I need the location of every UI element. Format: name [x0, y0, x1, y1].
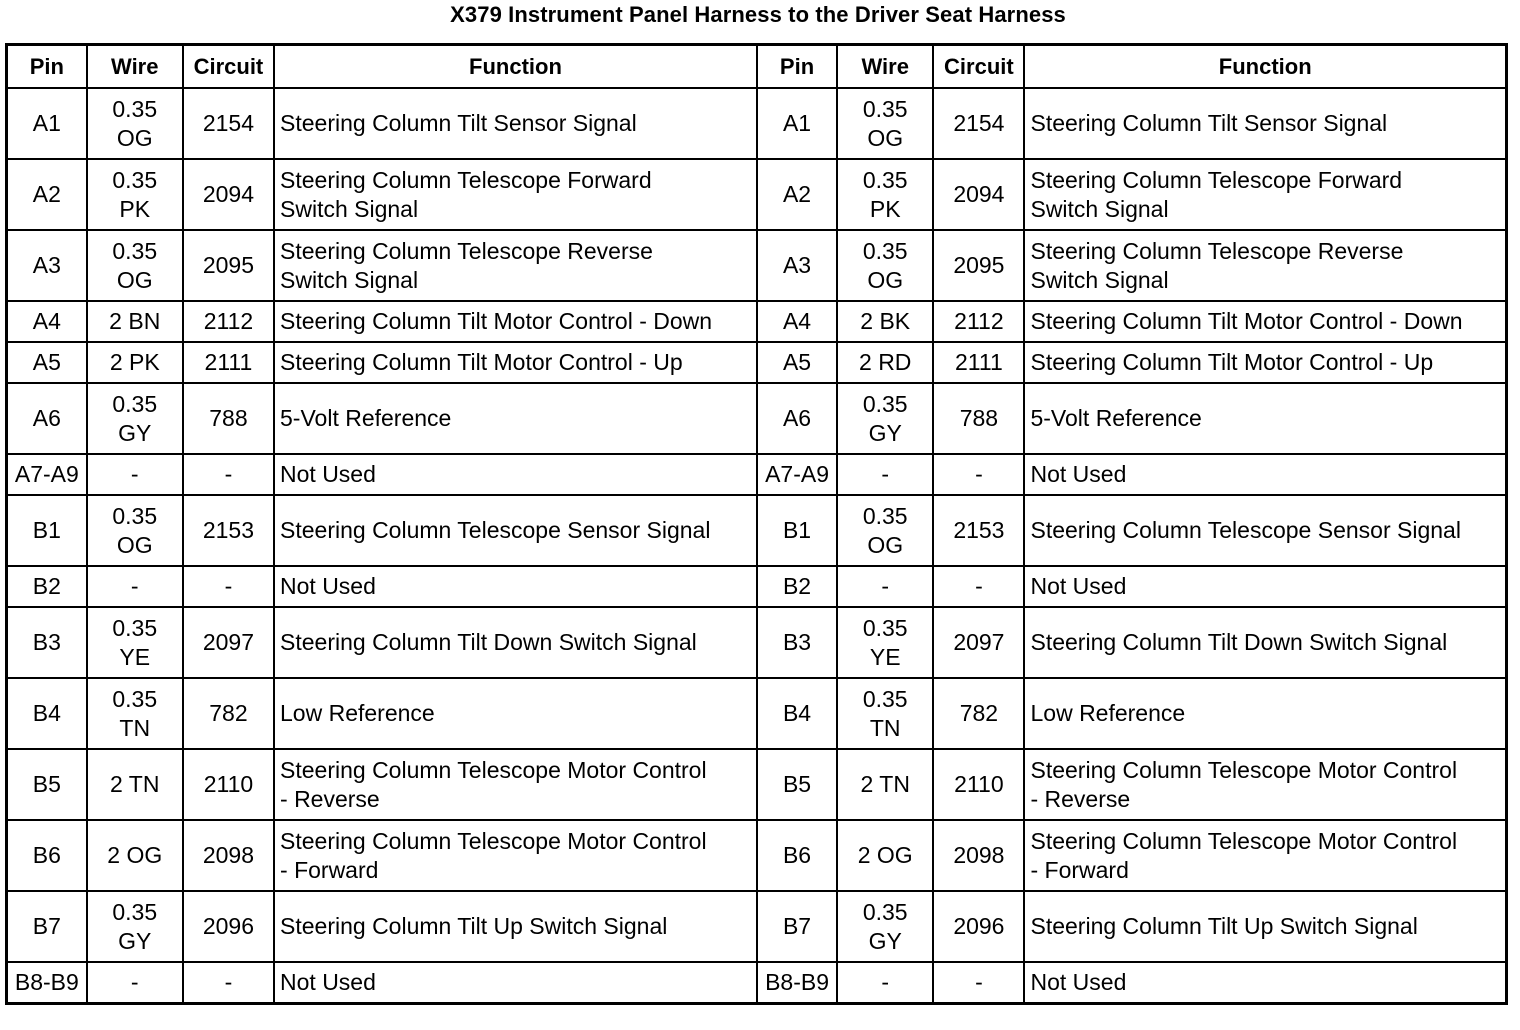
function-line: Steering Column Tilt Up Switch Signal [280, 913, 668, 939]
circuit-cell: 2110 [183, 749, 274, 820]
wire-cell [837, 342, 933, 383]
circuit-cell: - [933, 454, 1024, 495]
table-row [7, 891, 1507, 962]
circuit-cell: 2153 [933, 495, 1024, 566]
table-row [7, 566, 1507, 607]
function-cell [274, 962, 757, 1004]
column-header-circuit: Circuit [933, 45, 1024, 89]
wire-cell [87, 88, 183, 159]
function-line: Steering Column Tilt Down Switch Signal [1030, 629, 1448, 655]
wire-line: - [881, 969, 890, 995]
wire-cell [87, 495, 183, 566]
function-cell [1024, 454, 1506, 495]
wire-line: 0.35 [862, 685, 908, 712]
pin-cell: B2 [757, 566, 837, 607]
circuit-cell: 2095 [183, 230, 274, 301]
wire-line: 0.35 [862, 898, 908, 925]
wire-line: OG [116, 124, 153, 151]
pin-cell: B7 [7, 891, 87, 962]
function-line: Switch Signal [1030, 266, 1169, 293]
wire-cell [87, 383, 183, 454]
function-line: Low Reference [1030, 700, 1186, 726]
wire-cell [87, 342, 183, 383]
table-row [7, 301, 1507, 342]
wire-line: 0.35 [112, 614, 158, 641]
wire-cell [837, 495, 933, 566]
wire-cell [837, 301, 933, 342]
circuit-cell: 2111 [933, 342, 1024, 383]
pin-cell: B8-B9 [757, 962, 837, 1004]
function-cell [1024, 88, 1506, 159]
function-line: Switch Signal [280, 266, 419, 293]
table-row [7, 383, 1507, 454]
table-row [7, 749, 1507, 820]
wire-line: PK [119, 195, 151, 222]
function-line: Not Used [1030, 461, 1127, 487]
function-line: Steering Column Telescope Motor Control [280, 756, 707, 783]
wire-cell [837, 820, 933, 891]
circuit-cell: - [183, 454, 274, 495]
table-row [7, 159, 1507, 230]
function-line: Not Used [280, 461, 376, 487]
wire-cell [837, 891, 933, 962]
header-row [7, 45, 1507, 89]
wire-cell [837, 962, 933, 1004]
pin-cell: A5 [7, 342, 87, 383]
circuit-cell: 2098 [933, 820, 1024, 891]
wire-line: 0.35 [862, 390, 908, 417]
table-row [7, 962, 1507, 1004]
wire-line: 0.35 [112, 898, 158, 925]
function-line: - Reverse [1030, 785, 1131, 812]
circuit-cell: 2097 [933, 607, 1024, 678]
function-line: Steering Column Tilt Up Switch Signal [1030, 913, 1418, 939]
table-row [7, 230, 1507, 301]
harness-table [5, 43, 1508, 1005]
circuit-cell: 2096 [933, 891, 1024, 962]
table-row [7, 342, 1507, 383]
function-line: Steering Column Tilt Motor Control - Up [280, 349, 683, 375]
circuit-cell: 2110 [933, 749, 1024, 820]
wire-line: 0.35 [862, 166, 908, 193]
function-cell [274, 159, 757, 230]
table-row [7, 454, 1507, 495]
function-line: - Reverse [280, 785, 380, 812]
function-line: Steering Column Telescope Reverse [280, 237, 653, 264]
wire-cell [837, 749, 933, 820]
function-line: 5-Volt Reference [1030, 405, 1202, 431]
circuit-cell: 2153 [183, 495, 274, 566]
wire-line: GY [868, 927, 902, 954]
function-cell [1024, 607, 1506, 678]
function-line: Steering Column Telescope Forward [1030, 166, 1403, 193]
wire-line: TN [869, 714, 901, 741]
circuit-cell: 2154 [933, 88, 1024, 159]
function-cell [274, 454, 757, 495]
pin-cell: B2 [7, 566, 87, 607]
function-cell [1024, 820, 1506, 891]
wire-line: PK [869, 195, 901, 222]
circuit-cell: 788 [183, 383, 274, 454]
wire-cell [837, 159, 933, 230]
wire-line: 0.35 [112, 166, 158, 193]
pin-cell: A2 [757, 159, 837, 230]
pin-cell: B1 [757, 495, 837, 566]
function-cell [1024, 891, 1506, 962]
wire-line: OG [116, 531, 153, 558]
function-line: Not Used [1030, 573, 1127, 599]
wire-line: 2 OG [107, 842, 163, 868]
circuit-cell: 2096 [183, 891, 274, 962]
function-line: - Forward [280, 856, 379, 883]
function-line: Steering Column Telescope Motor Control [1030, 827, 1458, 854]
wire-line: OG [867, 266, 904, 293]
table-row [7, 678, 1507, 749]
function-cell [274, 566, 757, 607]
wire-line: 2 OG [857, 842, 913, 868]
column-header-pin: Pin [757, 45, 837, 89]
function-cell [1024, 678, 1506, 749]
function-cell [274, 88, 757, 159]
pin-cell: A6 [7, 383, 87, 454]
circuit-cell: 2094 [933, 159, 1024, 230]
function-cell [1024, 301, 1506, 342]
function-cell [274, 891, 757, 962]
function-cell [1024, 749, 1506, 820]
wire-line: GY [118, 419, 152, 446]
wire-line: 2 TN [860, 771, 910, 797]
function-line: Switch Signal [280, 195, 419, 222]
function-cell [1024, 230, 1506, 301]
wire-cell [87, 454, 183, 495]
circuit-cell: 2098 [183, 820, 274, 891]
pin-cell: B6 [757, 820, 837, 891]
column-header-function: Function [274, 45, 757, 89]
circuit-cell: 788 [933, 383, 1024, 454]
column-header-wire: Wire [837, 45, 933, 89]
function-cell [274, 495, 757, 566]
wire-line: YE [869, 643, 901, 670]
wire-cell [87, 566, 183, 607]
wire-cell [87, 962, 183, 1004]
circuit-cell: 2097 [183, 607, 274, 678]
function-line: Steering Column Tilt Motor Control - Down [280, 308, 713, 334]
wire-line: - [130, 461, 139, 487]
wire-cell [837, 566, 933, 607]
function-cell [274, 301, 757, 342]
function-line: Not Used [1030, 969, 1127, 995]
wire-line: 2 PK [109, 349, 160, 375]
function-cell [274, 230, 757, 301]
function-cell [274, 383, 757, 454]
wire-line: 2 BN [109, 308, 161, 334]
wire-line: 0.35 [112, 685, 158, 712]
wire-line: TN [119, 714, 151, 741]
pin-cell: B3 [757, 607, 837, 678]
wire-line: 0.35 [112, 95, 158, 122]
pin-cell: B3 [7, 607, 87, 678]
circuit-cell: - [933, 566, 1024, 607]
wire-cell [837, 88, 933, 159]
pin-cell: A7-A9 [757, 454, 837, 495]
pin-cell: A6 [757, 383, 837, 454]
wire-cell [837, 678, 933, 749]
function-line: - Forward [1030, 856, 1129, 883]
wire-line: 2 RD [859, 349, 912, 375]
function-cell [274, 678, 757, 749]
function-line: Steering Column Tilt Motor Control - Down [1030, 308, 1463, 334]
function-cell [274, 607, 757, 678]
wire-line: 2 BK [860, 308, 911, 334]
column-header-pin: Pin [7, 45, 87, 89]
wire-cell [837, 454, 933, 495]
circuit-cell: - [183, 566, 274, 607]
wire-cell [87, 749, 183, 820]
pin-cell: B7 [757, 891, 837, 962]
wire-cell [87, 230, 183, 301]
wire-line: 0.35 [112, 390, 158, 417]
circuit-cell: - [933, 962, 1024, 1004]
pin-cell: A1 [757, 88, 837, 159]
function-line: Switch Signal [1030, 195, 1169, 222]
function-cell [1024, 495, 1506, 566]
pin-cell: A7-A9 [7, 454, 87, 495]
circuit-cell: 782 [183, 678, 274, 749]
wire-line: 2 TN [110, 771, 160, 797]
pin-cell: A3 [757, 230, 837, 301]
wire-line: 0.35 [862, 237, 908, 264]
circuit-cell: 2095 [933, 230, 1024, 301]
circuit-cell: - [183, 962, 274, 1004]
function-cell [1024, 159, 1506, 230]
wire-line: 0.35 [112, 237, 158, 264]
function-line: Steering Column Telescope Sensor Signal [1030, 517, 1461, 543]
pin-cell: A5 [757, 342, 837, 383]
wire-line: GY [118, 927, 152, 954]
column-header-circuit: Circuit [183, 45, 274, 89]
wire-cell [87, 159, 183, 230]
function-cell [274, 342, 757, 383]
wire-cell [837, 230, 933, 301]
page-title: X379 Instrument Panel Harness to the Driver Seat Harness [450, 2, 1066, 27]
wire-cell [87, 301, 183, 342]
wire-line: 0.35 [862, 614, 908, 641]
function-cell [1024, 566, 1506, 607]
wire-line: - [881, 573, 890, 599]
wire-line: YE [119, 643, 151, 670]
function-cell [1024, 383, 1506, 454]
circuit-cell: 782 [933, 678, 1024, 749]
function-line: Low Reference [280, 700, 435, 726]
function-line: Steering Column Telescope Motor Control [280, 827, 707, 854]
pin-cell: A1 [7, 88, 87, 159]
function-line: Steering Column Telescope Sensor Signal [280, 517, 711, 543]
wire-line: 0.35 [862, 502, 908, 529]
wire-line: OG [867, 531, 904, 558]
wire-line: - [130, 969, 139, 995]
circuit-cell: 2111 [183, 342, 274, 383]
table-row [7, 607, 1507, 678]
wire-line: - [881, 461, 890, 487]
circuit-cell: 2094 [183, 159, 274, 230]
circuit-cell: 2112 [933, 301, 1024, 342]
wire-cell [87, 678, 183, 749]
function-cell [274, 820, 757, 891]
function-line: Steering Column Telescope Motor Control [1030, 756, 1458, 783]
pin-cell: A3 [7, 230, 87, 301]
function-line: 5-Volt Reference [280, 405, 452, 431]
function-line: Not Used [280, 573, 376, 599]
wire-line: GY [868, 419, 902, 446]
function-line: Steering Column Tilt Motor Control - Up [1030, 349, 1434, 375]
table-row [7, 820, 1507, 891]
function-line: Steering Column Tilt Sensor Signal [1030, 110, 1388, 136]
wire-line: 0.35 [112, 502, 158, 529]
pin-cell: A2 [7, 159, 87, 230]
function-line: Steering Column Tilt Down Switch Signal [280, 629, 697, 655]
function-line: Steering Column Telescope Forward [280, 166, 652, 193]
pin-cell: B1 [7, 495, 87, 566]
pin-cell: B8-B9 [7, 962, 87, 1004]
circuit-cell: 2112 [183, 301, 274, 342]
wire-line: 0.35 [862, 95, 908, 122]
function-line: Steering Column Telescope Reverse [1030, 237, 1404, 264]
pin-cell: B5 [757, 749, 837, 820]
function-cell [1024, 962, 1506, 1004]
pin-cell: A4 [757, 301, 837, 342]
table-row [7, 88, 1507, 159]
wire-line: OG [867, 124, 904, 151]
wire-line: - [130, 573, 139, 599]
wire-cell [87, 891, 183, 962]
function-cell [1024, 342, 1506, 383]
table-row [7, 495, 1507, 566]
pin-cell: A4 [7, 301, 87, 342]
function-cell [274, 749, 757, 820]
wire-line: OG [116, 266, 153, 293]
function-line: Steering Column Tilt Sensor Signal [280, 110, 637, 136]
column-header-function: Function [1024, 45, 1506, 89]
circuit-cell: 2154 [183, 88, 274, 159]
wire-cell [87, 607, 183, 678]
pin-cell: B4 [7, 678, 87, 749]
pin-cell: B4 [757, 678, 837, 749]
wire-cell [837, 607, 933, 678]
wire-cell [837, 383, 933, 454]
pin-cell: B5 [7, 749, 87, 820]
pin-cell: B6 [7, 820, 87, 891]
function-line: Not Used [280, 969, 376, 995]
wire-cell [87, 820, 183, 891]
column-header-wire: Wire [87, 45, 183, 89]
